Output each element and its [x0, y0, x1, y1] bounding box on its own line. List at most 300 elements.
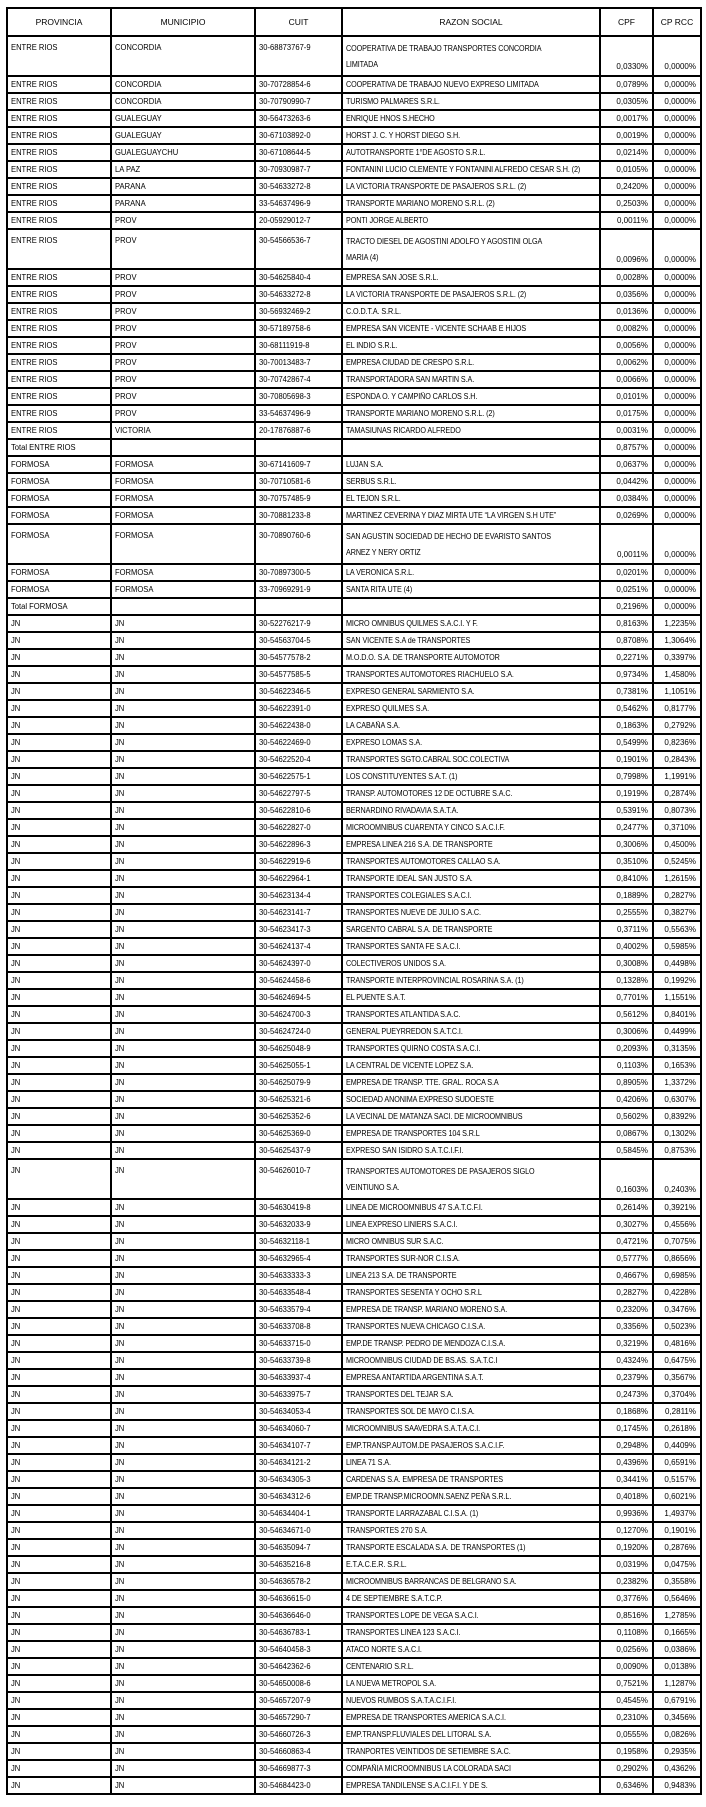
total-row: [7, 598, 701, 615]
cuit-cell-text: 30-54623417-3: [259, 925, 311, 934]
cpf-cell-text: 0,1108%: [617, 1628, 648, 1637]
table-row: [7, 422, 701, 439]
cuit-cell-text: 30-54630419-8: [259, 1203, 311, 1212]
cpf-cell: [600, 490, 653, 507]
provincia-cell: [7, 456, 111, 473]
cpf-cell-text: 0,3441%: [616, 1475, 648, 1484]
razon-social-cell: [342, 1641, 600, 1658]
cuit-cell: [255, 972, 342, 989]
cpf-cell: [600, 870, 653, 887]
cpf-cell: [600, 581, 653, 598]
cpf-cell-text: 0,3356%: [616, 1322, 648, 1331]
cuit-cell-text: 30-54633272-8: [259, 290, 311, 299]
cp-rcc-cell: [653, 581, 701, 598]
cuit-cell: [255, 1573, 342, 1590]
razon-social-cell: [342, 320, 600, 337]
cpf-cell: [600, 269, 653, 286]
cpf-cell: [600, 524, 653, 564]
provincia-cell-text: JN: [11, 670, 21, 679]
cpf-cell: [600, 1284, 653, 1301]
municipio-cell-text: PROV: [115, 273, 137, 282]
cuit-cell-text: 30-54636615-0: [259, 1594, 311, 1603]
razon-social-line: TRANSPORTES AUTOMOTORES DE PASAJEROS SIGLO: [346, 1167, 535, 1176]
municipio-cell-text: JN: [115, 1730, 125, 1739]
provincia-cell-text: JN: [11, 1254, 21, 1263]
municipio-cell: [111, 490, 255, 507]
cuit-cell: [255, 632, 342, 649]
razon-social-cell: [342, 1040, 600, 1057]
cpf-cell-text: 0,1270%: [616, 1526, 648, 1535]
razon-social-line: TURISMO PALMARES S.R.L.: [346, 97, 440, 106]
table-row: [7, 1539, 701, 1556]
provincia-cell: [7, 972, 111, 989]
razon-social-line: MICROOMNIBUS CIUDAD DE BS.AS. S.A.T.C.I: [346, 1356, 498, 1365]
cp-rcc-cell-text: 0,0000%: [664, 165, 696, 174]
cuit-cell-text: 30-70742867-4: [259, 375, 311, 384]
provincia-cell-text: JN: [11, 1010, 21, 1019]
municipio-cell: [111, 1091, 255, 1108]
cp-rcc-cell-text: 0,0000%: [664, 148, 696, 157]
municipio-cell-text: JN: [115, 1628, 125, 1637]
table-row: [7, 938, 701, 955]
razon-social-line: LINEA DE MICROOMNIBUS 47 S.A.T.C.F.I.: [346, 1203, 483, 1212]
cuit-cell: [255, 1108, 342, 1125]
cuit-cell-text: 30-54632033-9: [259, 1220, 311, 1229]
table-row: [7, 768, 701, 785]
municipio-cell-text: CONCORDIA: [115, 97, 162, 106]
cpf-cell: [600, 972, 653, 989]
razon-social-cell: [342, 195, 600, 212]
cuit-cell-text: 30-70805698-3: [259, 392, 311, 401]
provincia-cell-text: FORMOSA: [11, 511, 50, 520]
cp-rcc-cell: [653, 371, 701, 388]
cp-rcc-cell: [653, 195, 701, 212]
provincia-cell-text: ENTRE RIOS: [11, 324, 58, 333]
provincia-cell-text: ENTRE RIOS: [11, 358, 58, 367]
provincia-cell: [7, 439, 111, 456]
cpf-cell: [600, 1420, 653, 1437]
cpf-cell: [600, 1057, 653, 1074]
razon-social-cell: [342, 127, 600, 144]
razon-social-line: TRANSPORTES DEL TEJAR S.A.: [346, 1390, 454, 1399]
municipio-cell: [111, 1437, 255, 1454]
provincia-cell: [7, 836, 111, 853]
razon-social-line: TAMASIUNAS RICARDO ALFREDO: [346, 426, 461, 435]
cp-rcc-cell-text: 0,0000%: [664, 182, 696, 191]
cuit-cell: [255, 853, 342, 870]
cuit-cell-text: 30-67103892-0: [259, 131, 311, 140]
municipio-cell: [111, 649, 255, 666]
municipio-cell: [111, 785, 255, 802]
municipio-cell: [111, 371, 255, 388]
municipio-cell-text: JN: [115, 1560, 125, 1569]
provincia-cell: [7, 1369, 111, 1386]
municipio-cell: [111, 1250, 255, 1267]
cp-rcc-cell: [653, 1454, 701, 1471]
cuit-cell: [255, 1301, 342, 1318]
cuit-cell: [255, 564, 342, 581]
cp-rcc-cell: [653, 127, 701, 144]
cpf-cell-text: 0,0637%: [616, 460, 648, 469]
municipio-cell: [111, 1318, 255, 1335]
cpf-cell: [600, 1369, 653, 1386]
table-row: [7, 1040, 701, 1057]
provincia-cell-text: JN: [11, 823, 21, 832]
municipio-cell: [111, 921, 255, 938]
cuit-cell-text: 30-54633937-4: [259, 1373, 311, 1382]
cpf-cell-text: 0,2271%: [616, 653, 648, 662]
razon-social-cell: [342, 1006, 600, 1023]
municipio-cell-text: GUALEGUAY: [115, 131, 162, 140]
cuit-cell-text: 30-70881233-8: [259, 511, 311, 520]
razon-social-line: M.O.D.O. S.A. DE TRANSPORTE AUTOMOTOR: [346, 653, 500, 662]
table-row: [7, 1318, 701, 1335]
cp-rcc-cell-text: 1,2785%: [664, 1611, 696, 1620]
municipio-cell: [111, 853, 255, 870]
razon-social-line: SANTA RITA UTE (4): [346, 585, 413, 594]
municipio-cell: [111, 1159, 255, 1199]
cpf-cell: [600, 1573, 653, 1590]
table-row: [7, 127, 701, 144]
razon-social-cell: [342, 473, 600, 490]
municipio-cell: [111, 700, 255, 717]
municipio-cell-text: JN: [115, 1061, 125, 1070]
municipio-cell: [111, 1386, 255, 1403]
cpf-cell-text: 0,0251%: [616, 585, 648, 594]
total-row: [7, 439, 701, 456]
cp-rcc-cell: [653, 1386, 701, 1403]
cp-rcc-cell: [653, 1590, 701, 1607]
municipio-cell-text: FORMOSA: [115, 585, 154, 594]
cpf-cell-text: 0,7701%: [616, 993, 648, 1002]
cp-rcc-cell: [653, 1318, 701, 1335]
cp-rcc-cell-text: 0,0000%: [664, 585, 696, 594]
cp-rcc-cell: [653, 1233, 701, 1250]
cpf-cell: [600, 1250, 653, 1267]
razon-social-cell: [342, 439, 600, 456]
cp-rcc-cell: [653, 870, 701, 887]
provincia-cell: [7, 1301, 111, 1318]
table-row: [7, 144, 701, 161]
provincia-cell-text: JN: [11, 1577, 21, 1586]
table-row: [7, 751, 701, 768]
cuit-cell: [255, 1641, 342, 1658]
cp-rcc-cell-text: 1,3064%: [664, 636, 696, 645]
table-row: [7, 1057, 701, 1074]
municipio-cell-text: JN: [115, 806, 125, 815]
table-row: [7, 286, 701, 303]
municipio-cell: [111, 1743, 255, 1760]
municipio-cell: [111, 955, 255, 972]
municipio-cell: [111, 1108, 255, 1125]
razon-social-cell: [342, 422, 600, 439]
table-row: [7, 700, 701, 717]
razon-social-line: TRANSPORTE MARIANO MORENO S.R.L. (2): [346, 199, 495, 208]
provincia-cell-text: JN: [11, 959, 21, 968]
provincia-cell: [7, 161, 111, 178]
municipio-cell-text: PROV: [115, 341, 137, 350]
razon-social-line: EMPRESA CIUDAD DE CRESPO S.R.L.: [346, 358, 475, 367]
municipio-cell-text: PARANA: [115, 199, 146, 208]
cp-rcc-cell-text: 1,2235%: [664, 619, 696, 628]
cpf-cell: [600, 1539, 653, 1556]
razon-social-line: MICROOMNIBUS CUARENTA Y CINCO S.A.C.I.F.: [346, 823, 505, 832]
provincia-cell-text: JN: [11, 1373, 21, 1382]
razon-social-line: HORST J. C. Y HORST DIEGO S.H.: [346, 131, 461, 140]
cuit-cell-text: 30-54577578-2: [259, 653, 311, 662]
provincia-cell: [7, 1709, 111, 1726]
municipio-cell-text: JN: [115, 1475, 125, 1484]
municipio-cell: [111, 1471, 255, 1488]
provincia-cell-text: ENTRE RIOS: [11, 426, 58, 435]
provincia-cell-text: JN: [11, 1526, 21, 1535]
razon-social-line: EXPRESO SAN ISIDRO S.A.T.C.I.F.I.: [346, 1146, 464, 1155]
column-header-razon-social: RAZON SOCIAL: [342, 8, 600, 36]
razon-social-cell: [342, 1624, 600, 1641]
municipio-cell: [111, 1760, 255, 1777]
razon-social-line: LINEA 213 S.A. DE TRANSPORTE: [346, 1271, 457, 1280]
cp-rcc-cell: [653, 1658, 701, 1675]
cuit-cell: [255, 1040, 342, 1057]
cuit-cell-text: 33-70969291-9: [259, 585, 311, 594]
provincia-cell: [7, 1471, 111, 1488]
cpf-cell: [600, 955, 653, 972]
municipio-cell-text: JN: [115, 1509, 125, 1518]
cuit-cell-text: 30-54642362-6: [259, 1662, 311, 1671]
cpf-cell: [600, 388, 653, 405]
municipio-cell-text: FORMOSA: [115, 460, 154, 469]
cpf-cell: [600, 36, 653, 76]
cpf-cell: [600, 632, 653, 649]
cp-rcc-cell-text: 0,6307%: [664, 1095, 696, 1104]
provincia-cell-text: FORMOSA: [11, 531, 50, 540]
provincia-cell: [7, 388, 111, 405]
cuit-cell: [255, 195, 342, 212]
razon-social-cell: [342, 1386, 600, 1403]
cp-rcc-cell-text: 0,5023%: [664, 1322, 696, 1331]
razon-social-cell: [342, 802, 600, 819]
column-header-provincia: PROVINCIA: [7, 8, 111, 36]
cuit-cell-text: 30-54622810-6: [259, 806, 311, 815]
cp-rcc-cell-text: 0,6985%: [664, 1271, 696, 1280]
cp-rcc-cell-text: 0,8177%: [664, 704, 696, 713]
municipio-cell-text: JN: [115, 840, 125, 849]
cp-rcc-cell-text: 0,0000%: [664, 511, 696, 520]
cuit-cell-text: 30-54624137-4: [259, 942, 311, 951]
municipio-cell: [111, 1641, 255, 1658]
provincia-cell: [7, 581, 111, 598]
cuit-cell: [255, 598, 342, 615]
cuit-cell: [255, 700, 342, 717]
razon-social-line: COMPAÑIA MICROOMNIBUS LA COLORADA SACI: [346, 1764, 511, 1773]
column-header-municipio: MUNICIPIO: [111, 8, 255, 36]
municipio-cell: [111, 507, 255, 524]
cuit-cell: [255, 819, 342, 836]
municipio-cell: [111, 1692, 255, 1709]
cuit-cell: [255, 422, 342, 439]
provincia-cell: [7, 1335, 111, 1352]
cp-rcc-cell-text: 0,3827%: [664, 908, 696, 917]
cuit-cell: [255, 93, 342, 110]
provincia-cell-text: ENTRE RIOS: [11, 236, 58, 245]
razon-social-line: TRANSPORTES SGTO.CABRAL SOC.COLECTIVA: [346, 755, 510, 764]
razon-social-line: MICROOMNIBUS BARRANCAS DE BELGRANO S.A.: [346, 1577, 517, 1586]
razon-social-cell: [342, 717, 600, 734]
table-row: [7, 1760, 701, 1777]
razon-social-cell: [342, 1216, 600, 1233]
razon-social-line: SERBUS S.R.L.: [346, 477, 397, 486]
cuit-cell-text: 30-70930987-7: [259, 165, 311, 174]
razon-social-cell: [342, 1607, 600, 1624]
cpf-cell: [600, 734, 653, 751]
municipio-cell: [111, 456, 255, 473]
provincia-cell: [7, 734, 111, 751]
cpf-cell-text: 0,0319%: [616, 1560, 648, 1569]
provincia-cell-text: ENTRE RIOS: [11, 307, 58, 316]
cpf-cell: [600, 649, 653, 666]
municipio-cell-text: JN: [115, 976, 125, 985]
municipio-cell-text: JN: [115, 1679, 125, 1688]
razon-social-line: LINEA 71 S.A.: [346, 1458, 391, 1467]
cpf-cell-text: 0,1920%: [616, 1543, 648, 1552]
municipio-cell: [111, 388, 255, 405]
municipio-cell-text: JN: [115, 857, 125, 866]
municipio-cell: [111, 212, 255, 229]
cuit-cell: [255, 1125, 342, 1142]
cuit-cell: [255, 212, 342, 229]
cpf-cell-text: 0,4002%: [616, 942, 648, 951]
municipio-cell: [111, 1658, 255, 1675]
cpf-cell-text: 0,0175%: [616, 409, 648, 418]
cp-rcc-cell: [653, 1352, 701, 1369]
razon-social-cell: [342, 751, 600, 768]
cpf-cell: [600, 1437, 653, 1454]
provincia-cell-text: JN: [11, 1203, 21, 1212]
cp-rcc-cell-text: 0,3567%: [664, 1373, 696, 1382]
provincia-cell: [7, 1159, 111, 1199]
cp-rcc-cell: [653, 1403, 701, 1420]
cuit-cell-text: 30-54622346-5: [259, 687, 311, 696]
cp-rcc-cell-text: 0,4556%: [664, 1220, 696, 1229]
cpf-cell-text: 0,8410%: [616, 874, 648, 883]
table-row: [7, 1216, 701, 1233]
table-row: [7, 490, 701, 507]
municipio-cell: [111, 337, 255, 354]
cp-rcc-cell-text: 0,2843%: [664, 755, 696, 764]
municipio-cell: [111, 1539, 255, 1556]
cp-rcc-cell-text: 0,5985%: [664, 942, 696, 951]
cuit-cell-text: 30-54563704-5: [259, 636, 311, 645]
provincia-cell-text: JN: [11, 1339, 21, 1348]
cpf-cell: [600, 212, 653, 229]
cp-rcc-cell: [653, 388, 701, 405]
cp-rcc-cell-text: 0,5245%: [664, 857, 696, 866]
provincia-cell-text: ENTRE RIOS: [11, 392, 58, 401]
cuit-cell-text: 30-54623141-7: [259, 908, 311, 917]
cpf-cell-text: 0,7521%: [616, 1679, 648, 1688]
provincia-cell-text: ENTRE RIOS: [11, 199, 58, 208]
cpf-cell: [600, 564, 653, 581]
cuit-cell: [255, 1658, 342, 1675]
provincia-cell: [7, 1216, 111, 1233]
cp-rcc-cell-text: 0,2874%: [664, 789, 696, 798]
cp-rcc-cell-text: 0,4499%: [664, 1027, 696, 1036]
razon-social-cell: [342, 1454, 600, 1471]
municipio-cell-text: PROV: [115, 392, 137, 401]
provincia-cell-text: JN: [11, 1492, 21, 1501]
table-row: [7, 1108, 701, 1125]
cpf-cell: [600, 1006, 653, 1023]
provincia-cell-text: JN: [11, 1095, 21, 1104]
table-row: [7, 110, 701, 127]
cpf-cell-text: 0,2902%: [616, 1764, 648, 1773]
cuit-cell: [255, 1760, 342, 1777]
table-row: [7, 405, 701, 422]
municipio-cell: [111, 751, 255, 768]
municipio-cell-text: JN: [115, 1129, 125, 1138]
provincia-cell: [7, 1040, 111, 1057]
razon-social-line: LA CENTRAL DE VICENTE LOPEZ S.A.: [346, 1061, 474, 1070]
cpf-cell: [600, 507, 653, 524]
cuit-cell: [255, 1335, 342, 1352]
razon-social-line: TRANSPORTE LARRAZABAL C.I.S.A. (1): [346, 1509, 479, 1518]
cp-rcc-cell: [653, 76, 701, 93]
cuit-cell: [255, 1267, 342, 1284]
razon-social-line: EMPRESA LINEA 216 S.A. DE TRANSPORTE: [346, 840, 493, 849]
table-row: [7, 507, 701, 524]
cpf-cell-text: 0,0101%: [616, 392, 648, 401]
provincia-cell: [7, 1539, 111, 1556]
razon-social-line: COLECTIVEROS UNIDOS S.A.: [346, 959, 446, 968]
cuit-cell: [255, 1522, 342, 1539]
cuit-cell: [255, 229, 342, 269]
razon-social-cell: [342, 1590, 600, 1607]
cpf-cell: [600, 1091, 653, 1108]
municipio-cell: [111, 683, 255, 700]
razon-social-line: ATACO NORTE S.A.C.I.: [346, 1645, 422, 1654]
cp-rcc-cell-text: 0,4816%: [664, 1339, 696, 1348]
cp-rcc-cell: [653, 785, 701, 802]
provincia-cell: [7, 1250, 111, 1267]
cpf-cell: [600, 303, 653, 320]
provincia-cell-text: JN: [11, 1560, 21, 1569]
razon-social-cell: [342, 853, 600, 870]
cpf-cell-text: 0,5499%: [616, 738, 648, 747]
cp-rcc-cell-text: 0,6591%: [664, 1458, 696, 1467]
cuit-cell-text: 30-67108644-5: [259, 148, 311, 157]
cuit-cell-text: 30-54633708-8: [259, 1322, 311, 1331]
provincia-cell: [7, 303, 111, 320]
provincia-cell: [7, 1573, 111, 1590]
cp-rcc-cell-text: 0,0000%: [664, 392, 696, 401]
table-row: [7, 371, 701, 388]
provincia-cell: [7, 1125, 111, 1142]
municipio-cell: [111, 989, 255, 1006]
provincia-cell-text: ENTRE RIOS: [11, 148, 58, 157]
municipio-cell: [111, 972, 255, 989]
cp-rcc-cell: [653, 1624, 701, 1641]
table-row: [7, 632, 701, 649]
razon-social-line: TRANSPORTES LINEA 123 S.A.C.I.: [346, 1628, 461, 1637]
cuit-cell: [255, 320, 342, 337]
cp-rcc-cell: [653, 1420, 701, 1437]
cpf-cell: [600, 195, 653, 212]
razon-social-line: TRANSPORTES NUEVA CHICAGO C.I.S.A.: [346, 1322, 486, 1331]
cpf-cell-text: 0,1901%: [616, 755, 648, 764]
cuit-cell: [255, 649, 342, 666]
razon-social-line: SAN AGUSTIN SOCIEDAD DE HECHO DE EVARISTO SANTOS: [346, 532, 551, 541]
cp-rcc-cell-text: 1,1051%: [664, 687, 696, 696]
